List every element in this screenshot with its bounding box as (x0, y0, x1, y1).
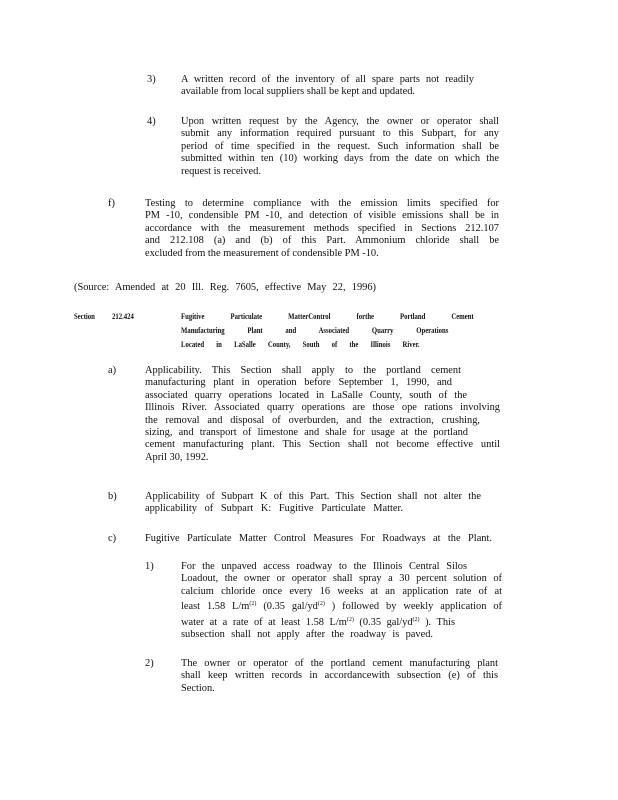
superscript: (2) (317, 601, 325, 608)
text-line: Applicability of Subpart K of this Part. This Section shall not alter the (145, 491, 481, 502)
subsection-c-marker: c) (108, 533, 117, 544)
text-line (181, 598, 502, 613)
section-title-line: Fugitive Particulate MatterControl forthe Portland Cement (181, 312, 474, 321)
text-run: (0.35 gal/yd (359, 616, 413, 628)
text-line: associated quarry operations located in LaSalle County, south of the (145, 389, 467, 401)
text-line: period of time specified in the request. Such information shall be (181, 140, 499, 152)
subsection-c-text (145, 533, 492, 545)
text-line: cement manufacturing plant. This Section shall not become effective until (145, 439, 500, 451)
superscript: (2) (346, 616, 354, 623)
text-line: request is received. (181, 165, 261, 177)
text-line: Fugitive Particulate Matter Control Measures For Roadways at the Plant. (145, 533, 492, 544)
item-3-marker: 3) (147, 74, 156, 85)
text-line: manufacturing plant in operation before September 1, 1990, and (145, 377, 452, 389)
text-line: calcium chloride once every 16 weeks at an application rate of at (181, 585, 502, 597)
section-title-line: Manufacturing Plant and Associated Quarry Operations (181, 326, 449, 335)
subsection-c1-text (181, 561, 502, 641)
text-line: accordance with the measurement methods specified in Sections 212.107 (145, 222, 499, 234)
item-4-marker: 4) (147, 116, 156, 127)
text-line: submit any information required pursuant to this Subpart, for any (181, 128, 499, 140)
item-f-marker: f) (108, 198, 115, 209)
source-note (74, 282, 376, 294)
source-note-text: (Source: Amended at 20 Ill. Reg. 7605, effective May 22, 1996) (74, 282, 376, 293)
text-line: excluded from the measurement of condensible PM -10. (145, 247, 379, 259)
text-line (181, 614, 455, 629)
subsection-c2-text (181, 658, 498, 695)
text-line: submitted within ten (10) working days from the date on which the (181, 153, 499, 165)
text-line: available from local suppliers shall be kept and updated. (181, 86, 416, 98)
text-run: ) followed by weekly application of (331, 601, 502, 613)
item-f-text (145, 198, 499, 260)
text-line: and 212.108 (a) and (b) of this Part. Ammonium chloride shall be (145, 235, 499, 247)
section-title-line: Located in LaSalle County, South of the Illinois River. (181, 340, 420, 349)
subsection-c2-marker: 2) (145, 658, 154, 669)
subsection-b-marker: b) (108, 491, 117, 502)
section-label: Section (74, 312, 95, 321)
superscript: (2) (249, 601, 257, 608)
text-line: A written record of the inventory of all spare parts not readily (181, 74, 474, 85)
section-number: 212.424 (112, 312, 134, 321)
subsection-c1-marker: 1) (145, 561, 154, 572)
text-run: water at a rate of at least 1.58 L/m (181, 616, 347, 628)
text-line: For the unpaved access roadway to the Illinois Central Silos (181, 561, 467, 572)
text-line: sizing, and transport of limestone and shale for usage at the portland (145, 427, 468, 439)
text-line: April 30, 1992. (145, 451, 209, 463)
text-line: Testing to determine compliance with the emission limits specified for (145, 198, 499, 209)
superscript: (2) (412, 616, 420, 623)
text-line: Illinois River. Associated quarry operations are those ope rations involving (145, 402, 500, 414)
text-run: ). This (425, 616, 455, 628)
text-run: least 1.58 L/m (181, 601, 250, 613)
text-line: The owner or operator of the portland cement manufacturing plant (181, 658, 498, 669)
item-4-text (181, 116, 499, 178)
subsection-b-text (145, 491, 481, 516)
text-line: the removal and disposal of overburden, and the extraction, crushing, (145, 414, 480, 426)
text-run: (0.35 gal/yd (263, 601, 318, 613)
subsection-a-marker: a) (108, 365, 117, 376)
section-title (181, 310, 474, 352)
item-3-text (181, 74, 474, 99)
subsection-a-text (145, 365, 500, 464)
text-line: applicability of Subpart K: Fugitive Particulate Matter. (145, 503, 403, 515)
text-line: shall keep written records in accordancewith subsection (e) of this (181, 670, 498, 682)
text-line: Loadout, the owner or operator shall spray a 30 percent solution of (181, 573, 502, 585)
text-line: Applicability. This Section shall apply to the portland cement (145, 365, 461, 376)
text-line: PM -10, condensible PM -10, and detection of visible emissions shall be in (145, 210, 499, 222)
text-line: subsection shall not apply after the roadway is paved. (181, 629, 433, 641)
text-line: Section. (181, 682, 215, 694)
text-line: Upon written request by the Agency, the owner or operator shall (181, 116, 499, 127)
